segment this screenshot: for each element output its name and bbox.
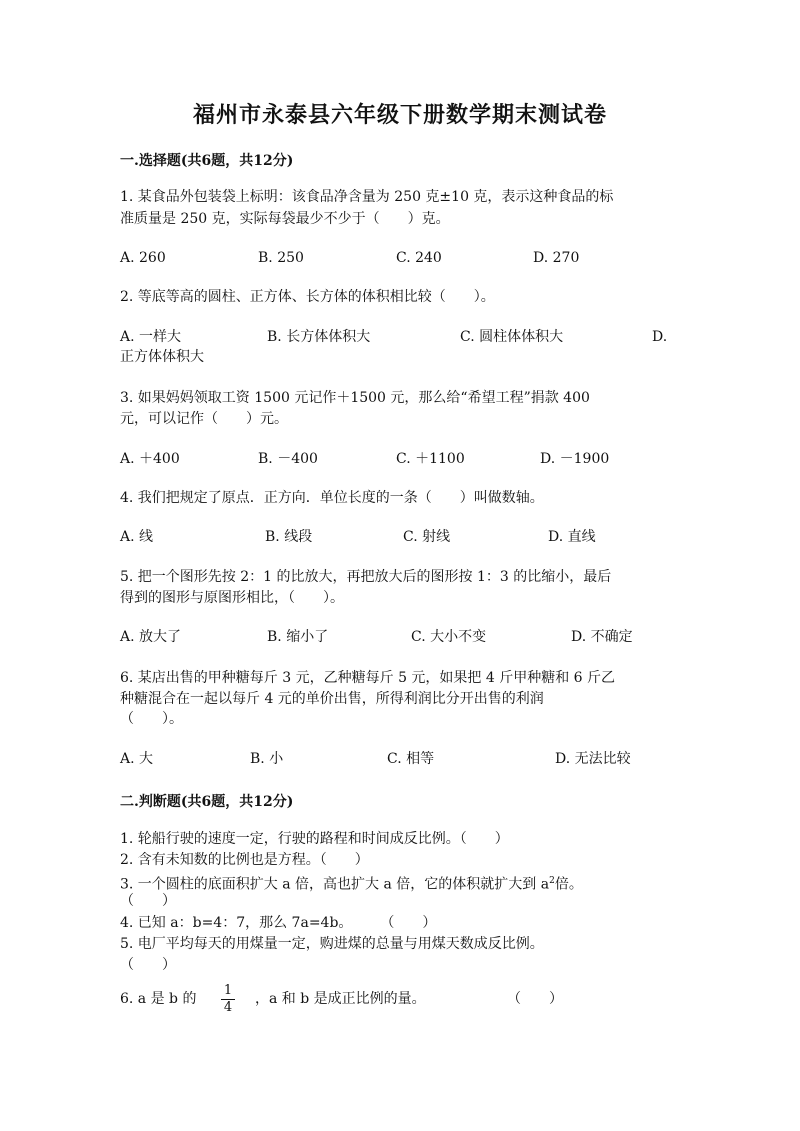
question-6-line-2: 种糖混合在一起以每斤 4 元的单价出售，所得利润比分开出售的利润 <box>120 691 544 707</box>
question-1-option-d: D. 270 <box>533 250 580 266</box>
question-6-option-b: B. 小 <box>250 751 284 767</box>
judgement-4: 4. 已知 a：b=4：7，那么 7a=4b。 （ ） <box>120 915 437 931</box>
judgement-6-prefix: 6. a 是 b 的 <box>120 991 197 1007</box>
question-6-line-1: 6. 某店出售的甲种糖每斤 3 元，乙种糖每斤 5 元，如果把 4 斤甲种糖和 6 斤乙 <box>120 670 616 686</box>
judgement-3-text: 3. 一个圆柱的底面积扩大 a 倍，高也扩大 a 倍，它的体积就扩大到 a <box>120 876 550 893</box>
question-2-option-b: B. 长方体体积大 <box>267 329 371 345</box>
question-3-line-2: 元，可以记作（ ）元。 <box>120 411 288 427</box>
question-3-option-b: B. －400 <box>258 451 318 467</box>
judgement-6-suffix: ，a 和 b 是成正比例的量。 <box>255 991 426 1007</box>
question-4-line-1: 4. 我们把规定了原点．正方向．单位长度的一条（ ）叫做数轴。 <box>120 490 544 506</box>
question-1-line-1: 1. 某食品外包装袋上标明：该食品净含量为 250 克±10 克，表示这种食品的标 <box>120 189 614 205</box>
question-3-line-1: 3. 如果妈妈领取工资 1500 元记作＋1500 元，那么给“希望工程”捐款 400 <box>120 390 590 406</box>
question-2-option-a: A. 一样大 <box>120 329 182 345</box>
question-4-option-b: B. 线段 <box>265 529 313 545</box>
question-2-option-d: D. <box>652 329 668 345</box>
judgement-6-blank: （ ） <box>507 991 563 1007</box>
judgement-3-tail: 倍。 <box>554 876 583 893</box>
question-6-option-d: D. 无法比较 <box>555 751 631 767</box>
question-6-option-a: A. 大 <box>120 751 154 767</box>
question-3-option-a: A. ＋400 <box>120 451 180 467</box>
question-4-option-a: A. 线 <box>120 529 154 545</box>
question-1-line-2: 准质量是 250 克，实际每袋最少不少于（ ）克。 <box>120 211 450 227</box>
judgement-3-exponent: 2 <box>549 876 555 886</box>
fraction-numerator: 1 <box>223 983 233 998</box>
question-3-option-d: D. －1900 <box>540 451 610 467</box>
judgement-1: 1. 轮船行驶的速度一定，行驶的路程和时间成反比例。（ ） <box>120 831 509 847</box>
judgement-2: 2. 含有未知数的比例也是方程。（ ） <box>120 852 369 868</box>
judgement-5: 5. 电厂平均每天的用煤量一定，购进煤的总量与用煤天数成反比例。 <box>120 936 544 952</box>
judgement-3 <box>120 871 583 895</box>
section-heading-choice: 一.选择题(共6题，共12分) <box>120 153 294 169</box>
question-1-option-b: B. 250 <box>258 250 304 266</box>
question-1-option-c: C. 240 <box>396 250 442 266</box>
question-5-line-2: 得到的图形与原图形相比，（ ）。 <box>120 590 344 606</box>
question-2-option-d-text: 正方体体积大 <box>120 349 204 365</box>
question-5-option-c: C. 大小不变 <box>411 629 487 645</box>
question-5-line-1: 5. 把一个图形先按 2：1 的比放大，再把放大后的图形按 1：3 的比缩小，最后 <box>120 569 612 585</box>
page-title: 福州市永泰县六年级下册数学期末测试卷 <box>192 102 607 128</box>
question-2-line-1: 2. 等底等高的圆柱、正方体、长方体的体积相比较（ ）。 <box>120 289 495 305</box>
question-5-option-d: D. 不确定 <box>571 629 633 645</box>
question-6-line-3: （ ）。 <box>120 711 183 727</box>
section-heading-judgement: 二.判断题(共6题，共12分) <box>120 794 294 810</box>
judgement-3-blank: （ ） <box>120 893 176 909</box>
judgement-6-fraction <box>218 984 238 1015</box>
question-1-option-a: A. 260 <box>120 250 166 266</box>
fraction-denominator: 4 <box>223 1000 233 1015</box>
question-4-option-c: C. 射线 <box>403 529 451 545</box>
judgement-5-blank: （ ） <box>120 957 176 973</box>
question-3-option-c: C. ＋1100 <box>396 451 465 467</box>
question-5-option-b: B. 缩小了 <box>267 629 329 645</box>
question-4-option-d: D. 直线 <box>548 529 596 545</box>
question-2-option-c: C. 圆柱体体积大 <box>460 329 564 345</box>
question-6-option-c: C. 相等 <box>387 751 435 767</box>
question-5-option-a: A. 放大了 <box>120 629 182 645</box>
